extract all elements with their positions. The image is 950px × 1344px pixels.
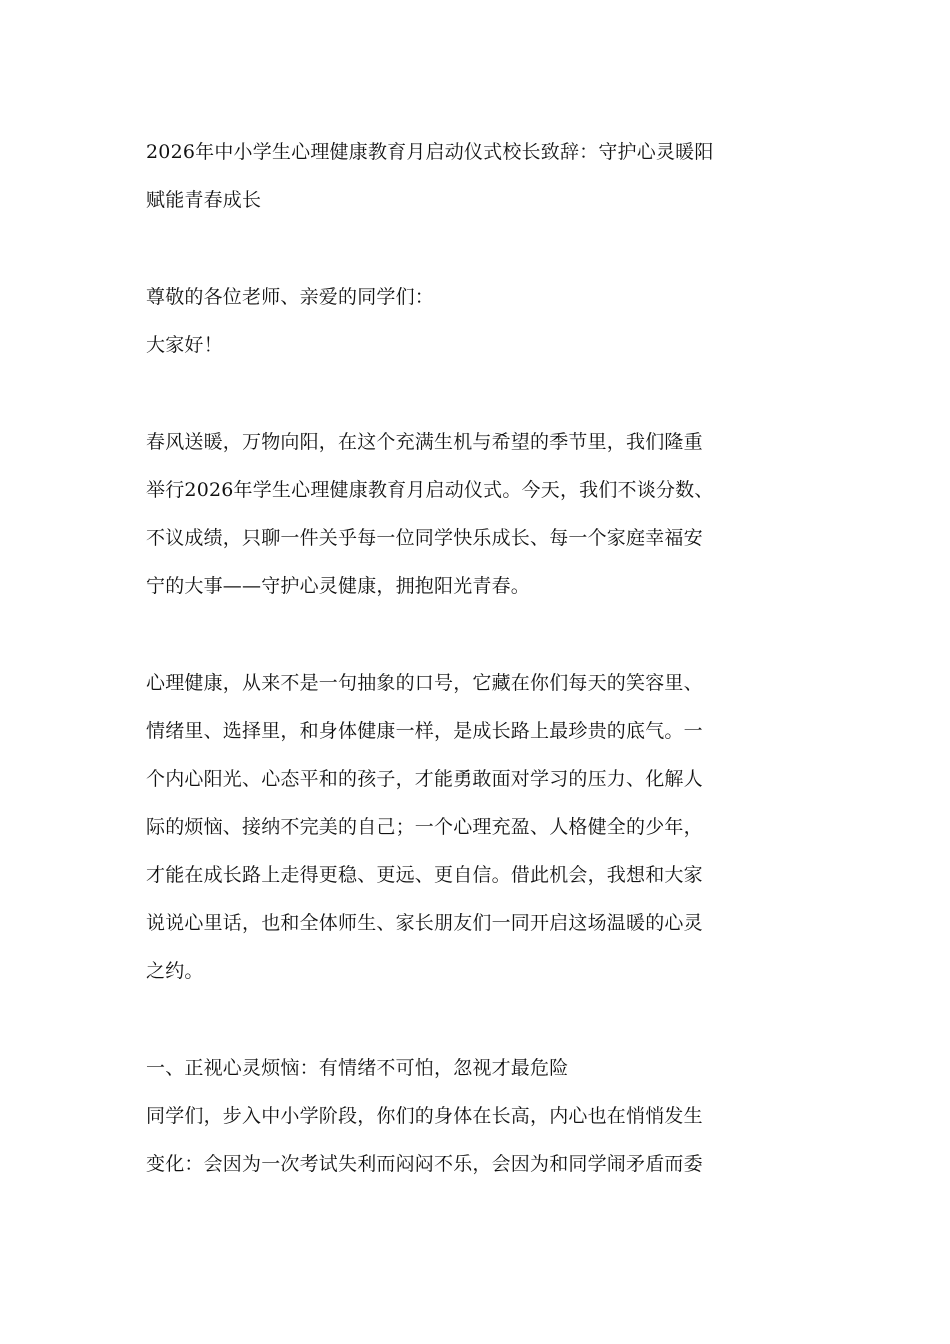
spacer (146, 995, 808, 1044)
section-heading: 一、正视心灵烦恼：有情绪不可怕，忽视才最危险 (146, 1057, 569, 1079)
paragraph-line: 变化：会因为一次考试失利而闷闷不乐，会因为和同学闹矛盾而委 (146, 1153, 703, 1175)
paragraph-line: 不议成绩，只聊一件关乎每一位同学快乐成长、每一个家庭幸福安 (146, 527, 703, 549)
paragraph-line: 个内心阳光、心态平和的孩子，才能勇敢面对学习的压力、化解人 (146, 768, 703, 790)
paragraph-line: 情绪里、选择里，和身体健康一样，是成长路上最珍贵的底气。一 (146, 720, 703, 742)
title-line: 赋能青春成长 (146, 189, 262, 211)
paragraph-line: 之约。 (146, 960, 204, 982)
spacer (146, 224, 808, 273)
paragraph-line: 同学们，步入中小学阶段，你们的身体在长高，内心也在悄悄发生 (146, 1105, 703, 1127)
document-body (146, 128, 808, 1188)
paragraph-opening (146, 418, 808, 610)
paragraph-line: 说说心里话，也和全体师生、家长朋友们一同开启这场温暖的心灵 (146, 912, 703, 934)
paragraph-line: 春风送暖，万物向阳，在这个充满生机与希望的季节里，我们隆重 (146, 431, 703, 453)
greeting: 大家好！ (146, 334, 223, 356)
spacer (146, 369, 808, 418)
title-line: 2026年中小学生心理健康教育月启动仪式校长致辞：守护心灵暖阳 (146, 141, 714, 163)
paragraph-line: 才能在成长路上走得更稳、更远、更自信。借此机会，我想和大家 (146, 864, 703, 886)
document-title (146, 128, 808, 224)
section-body (146, 1092, 808, 1188)
paragraph-line: 心理健康，从来不是一句抽象的口号，它藏在你们每天的笑容里、 (146, 672, 703, 694)
paragraph-line: 际的烦恼、接纳不完美的自己；一个心理充盈、人格健全的少年， (146, 816, 703, 838)
spacer (146, 610, 808, 659)
paragraph-mental-health (146, 659, 808, 995)
salutation: 尊敬的各位老师、亲爱的同学们： (146, 286, 435, 308)
paragraph-line: 举行2026年学生心理健康教育月启动仪式。今天，我们不谈分数、 (146, 479, 714, 501)
paragraph-line: 宁的大事——守护心灵健康，拥抱阳光青春。 (146, 575, 531, 597)
